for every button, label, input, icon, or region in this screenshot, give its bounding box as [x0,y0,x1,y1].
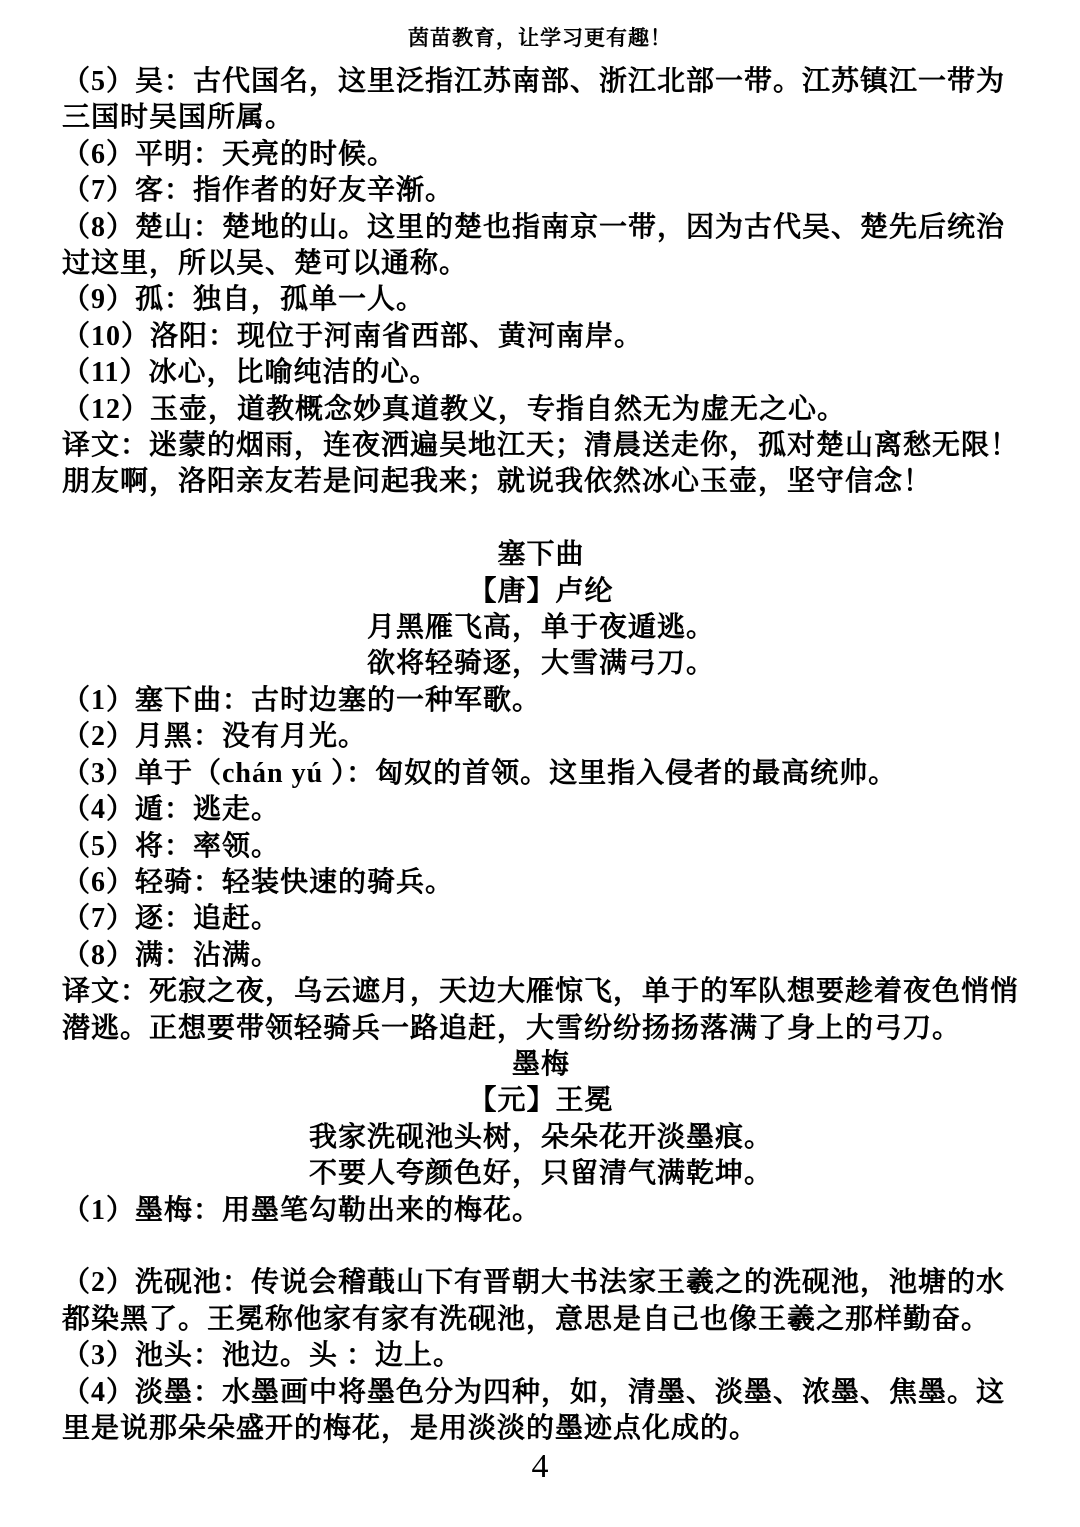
poem-verse-line: 月黑雁飞高，单于夜遁逃。 [366,612,715,644]
poem-author-line: 【唐】卢纶 [468,575,614,607]
annotation-line: 过这里，所以吴、楚可以通称。 [62,248,469,280]
annotation-line: （5）吴：古代国名，这里泛指江苏南部、浙江北部一带。江苏镇江一带为 [62,66,1006,97]
annotation-line: （6）平明：天亮的时候。 [62,138,397,170]
annotation-line: （8）满：沾满。 [62,939,281,971]
document-lines [62,64,1020,1447]
translation-line: 译文：死寂之夜，乌云遮月，天边大雁惊飞，单于的军队想要趁着夜色悄悄 [62,976,1020,1008]
annotation-line: （3）池头：池边。头 ：边上。 [62,1340,463,1372]
translation-line: 朋友啊，洛阳亲友若是问起我来；就说我依然冰心玉壶，坚守信念！ [62,466,933,498]
poem-verse-line: 欲将轻骑逐，大雪满弓刀。 [366,648,715,680]
annotation-line: （2）月黑：没有月光。 [62,721,368,753]
annotation-line: （6）轻骑：轻装快速的骑兵。 [62,866,455,898]
page-header: 茵苗教育，让学习更有趣！ [408,26,672,50]
annotation-line: （8）楚山：楚地的山。这里的楚也指南京一带，因为古代吴、楚先后统治 [62,211,1006,243]
poem-title-line: 墨梅 [511,1048,570,1080]
poem-verse-line: 不要人夸颜色好，只留清气满乾坤。 [308,1158,773,1190]
annotation-line: 三国时吴国所属。 [62,102,295,134]
translation-line: 译文：迷蒙的烟雨，连夜洒遍吴地江天；清晨送走你，孤对楚山离愁无限！ [62,430,1020,462]
annotation-line: （11）冰心，比喻纯洁的心。 [62,357,439,389]
annotation-line: 都染黑了。王冕称他家有家有洗砚池，意思是自己也像王羲之那样勤奋。 [62,1303,991,1335]
annotation-line: （7）逐：追赶。 [62,903,281,935]
annotation-line: （5）将：率领。 [62,830,281,862]
annotation-line: （2）洗砚池：传说会稽蕺山下有晋朝大书法家王羲之的洗砚池，池塘的水 [62,1267,1006,1299]
annotation-line: （4）遁：逃走。 [62,794,281,826]
annotation-line: （1）墨梅：用墨笔勾勒出来的梅花。 [62,1194,542,1226]
annotation-line: （9）孤：独自，孤单一人。 [62,284,426,316]
annotation-line: （4）淡墨：水墨画中将墨色分为四种，如，清墨、淡墨、浓墨、焦墨。这 [62,1376,1006,1408]
blank-line [62,501,1020,537]
annotation-line: （12）玉壶，道教概念妙真道教义，专指自然无为虚无之心。 [62,393,847,425]
page-number: 4 [531,1448,549,1485]
poem-verse-line: 我家洗砚池头树，朵朵花开淡墨痕。 [308,1121,773,1153]
blank-line [62,1229,1020,1265]
translation-line: 潜逃。正想要带领轻骑兵一路追赶，大雪纷纷扬扬落满了身上的弓刀。 [62,1012,962,1044]
annotation-line: （3）单于（chán yú ）：匈奴的首领。这里指入侵者的最高统帅。 [62,757,898,789]
annotation-line: （7）客：指作者的好友辛渐。 [62,175,455,207]
poem-author-line: 【元】王冕 [468,1085,614,1117]
annotation-line: （10）洛阳：现位于河南省西部、黄河南岸。 [62,320,644,352]
poem-title-line: 塞下曲 [497,539,585,571]
annotation-line: 里是说那朵朵盛开的梅花，是用淡淡的墨迹点化成的。 [62,1413,759,1444]
annotation-line: （1）塞下曲：古时边塞的一种军歌。 [62,684,542,716]
